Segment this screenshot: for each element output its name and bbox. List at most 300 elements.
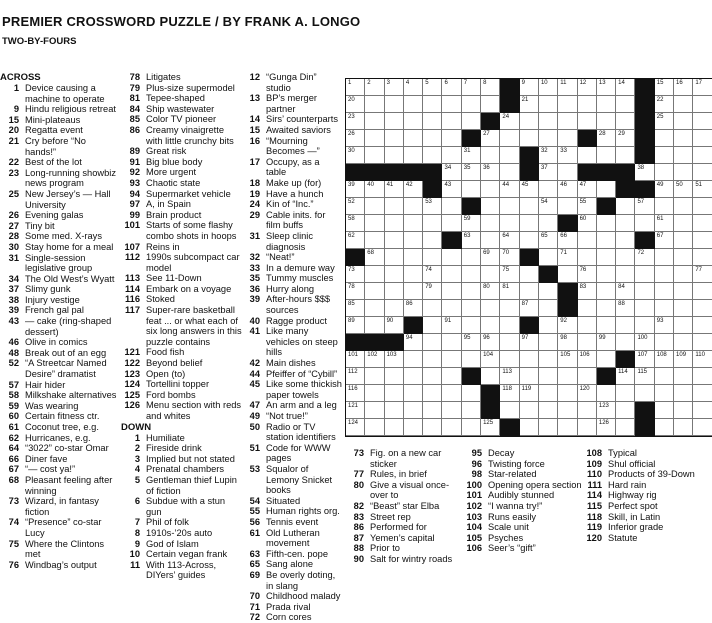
grid-cell[interactable] [655, 300, 674, 317]
grid-cell[interactable] [674, 215, 693, 232]
grid-cell[interactable] [520, 266, 539, 283]
grid-cell[interactable] [462, 147, 481, 164]
grid-cell[interactable] [674, 368, 693, 385]
grid-cell[interactable] [635, 385, 654, 402]
grid-cell[interactable] [346, 79, 365, 96]
grid-cell[interactable] [346, 300, 365, 317]
grid-cell[interactable] [404, 402, 423, 419]
grid-cell[interactable] [346, 419, 365, 436]
grid-cell[interactable] [655, 232, 674, 249]
grid-cell[interactable] [693, 402, 712, 419]
grid-cell[interactable] [520, 368, 539, 385]
grid-cell[interactable] [597, 249, 616, 266]
grid-cell[interactable] [616, 266, 635, 283]
grid-cell[interactable] [520, 300, 539, 317]
grid-cell[interactable] [500, 334, 519, 351]
grid-cell[interactable] [404, 283, 423, 300]
grid-cell[interactable] [404, 351, 423, 368]
grid-cell[interactable] [520, 198, 539, 215]
grid-cell[interactable] [346, 232, 365, 249]
grid-cell[interactable] [481, 419, 500, 436]
grid-cell[interactable] [539, 385, 558, 402]
grid-cell[interactable] [462, 181, 481, 198]
grid-cell[interactable] [578, 181, 597, 198]
grid-cell[interactable] [597, 300, 616, 317]
grid-cell[interactable] [655, 419, 674, 436]
grid-cell[interactable] [462, 385, 481, 402]
grid-cell[interactable] [539, 79, 558, 96]
grid-cell[interactable] [423, 232, 442, 249]
grid-cell[interactable] [597, 130, 616, 147]
grid-cell[interactable] [693, 300, 712, 317]
grid-cell[interactable] [442, 368, 461, 385]
grid-cell[interactable] [578, 79, 597, 96]
grid-cell[interactable] [520, 96, 539, 113]
grid-cell[interactable] [539, 368, 558, 385]
grid-cell[interactable] [385, 385, 404, 402]
grid-cell[interactable] [385, 232, 404, 249]
grid-cell[interactable] [346, 198, 365, 215]
grid-cell[interactable] [616, 113, 635, 130]
grid-cell[interactable] [462, 113, 481, 130]
grid-cell[interactable] [462, 334, 481, 351]
grid-cell[interactable] [365, 351, 384, 368]
grid-cell[interactable] [462, 402, 481, 419]
grid-cell[interactable] [481, 130, 500, 147]
grid-cell[interactable] [500, 317, 519, 334]
grid-cell[interactable] [404, 266, 423, 283]
grid-cell[interactable] [346, 283, 365, 300]
grid-cell[interactable] [597, 334, 616, 351]
grid-cell[interactable] [655, 385, 674, 402]
grid-cell[interactable] [385, 317, 404, 334]
grid-cell[interactable] [635, 164, 654, 181]
grid-cell[interactable] [693, 215, 712, 232]
grid-cell[interactable] [500, 181, 519, 198]
crossword-grid[interactable] [345, 78, 712, 437]
grid-cell[interactable] [693, 113, 712, 130]
grid-cell[interactable] [500, 385, 519, 402]
grid-cell[interactable] [635, 249, 654, 266]
grid-cell[interactable] [481, 198, 500, 215]
grid-cell[interactable] [655, 283, 674, 300]
grid-cell[interactable] [539, 113, 558, 130]
grid-cell[interactable] [346, 368, 365, 385]
grid-cell[interactable] [597, 232, 616, 249]
grid-cell[interactable] [558, 164, 577, 181]
grid-cell[interactable] [423, 300, 442, 317]
grid-cell[interactable] [597, 79, 616, 96]
grid-cell[interactable] [616, 215, 635, 232]
grid-cell[interactable] [462, 300, 481, 317]
grid-cell[interactable] [385, 351, 404, 368]
grid-cell[interactable] [404, 249, 423, 266]
grid-cell[interactable] [385, 198, 404, 215]
grid-cell[interactable] [481, 249, 500, 266]
grid-cell[interactable] [481, 215, 500, 232]
grid-cell[interactable] [558, 368, 577, 385]
grid-cell[interactable] [655, 164, 674, 181]
grid-cell[interactable] [693, 283, 712, 300]
grid-cell[interactable] [655, 198, 674, 215]
grid-cell[interactable] [597, 385, 616, 402]
grid-cell[interactable] [578, 385, 597, 402]
grid-cell[interactable] [404, 385, 423, 402]
grid-cell[interactable] [693, 385, 712, 402]
grid-cell[interactable] [539, 419, 558, 436]
grid-cell[interactable] [346, 317, 365, 334]
grid-cell[interactable] [655, 96, 674, 113]
grid-cell[interactable] [693, 419, 712, 436]
grid-cell[interactable] [423, 317, 442, 334]
grid-cell[interactable] [500, 249, 519, 266]
grid-cell[interactable] [693, 164, 712, 181]
grid-cell[interactable] [578, 283, 597, 300]
grid-cell[interactable] [616, 198, 635, 215]
grid-cell[interactable] [674, 334, 693, 351]
grid-cell[interactable] [481, 300, 500, 317]
grid-cell[interactable] [462, 351, 481, 368]
grid-cell[interactable] [674, 96, 693, 113]
grid-cell[interactable] [616, 317, 635, 334]
grid-cell[interactable] [481, 181, 500, 198]
grid-cell[interactable] [481, 164, 500, 181]
grid-cell[interactable] [500, 215, 519, 232]
grid-cell[interactable] [539, 351, 558, 368]
grid-cell[interactable] [462, 96, 481, 113]
grid-cell[interactable] [462, 266, 481, 283]
grid-cell[interactable] [635, 266, 654, 283]
grid-cell[interactable] [404, 419, 423, 436]
grid-cell[interactable] [655, 317, 674, 334]
grid-cell[interactable] [481, 79, 500, 96]
grid-cell[interactable] [404, 96, 423, 113]
grid-cell[interactable] [423, 283, 442, 300]
grid-cell[interactable] [558, 96, 577, 113]
grid-cell[interactable] [442, 385, 461, 402]
grid-cell[interactable] [404, 113, 423, 130]
grid-cell[interactable] [616, 385, 635, 402]
grid-cell[interactable] [578, 300, 597, 317]
grid-cell[interactable] [597, 215, 616, 232]
grid-cell[interactable] [558, 419, 577, 436]
grid-cell[interactable] [597, 317, 616, 334]
grid-cell[interactable] [578, 402, 597, 419]
grid-cell[interactable] [346, 130, 365, 147]
grid-cell[interactable] [365, 232, 384, 249]
grid-cell[interactable] [578, 215, 597, 232]
grid-cell[interactable] [616, 79, 635, 96]
grid-cell[interactable] [635, 334, 654, 351]
grid-cell[interactable] [655, 79, 674, 96]
grid-cell[interactable] [693, 317, 712, 334]
grid-cell[interactable] [385, 79, 404, 96]
grid-cell[interactable] [462, 79, 481, 96]
grid-cell[interactable] [558, 198, 577, 215]
grid-cell[interactable] [520, 419, 539, 436]
grid-cell[interactable] [520, 385, 539, 402]
grid-cell[interactable] [674, 300, 693, 317]
grid-cell[interactable] [616, 232, 635, 249]
grid-cell[interactable] [558, 181, 577, 198]
grid-cell[interactable] [597, 147, 616, 164]
grid-cell[interactable] [365, 249, 384, 266]
grid-cell[interactable] [500, 232, 519, 249]
grid-cell[interactable] [346, 215, 365, 232]
grid-cell[interactable] [481, 147, 500, 164]
grid-cell[interactable] [674, 266, 693, 283]
grid-cell[interactable] [500, 351, 519, 368]
grid-cell[interactable] [635, 317, 654, 334]
grid-cell[interactable] [404, 181, 423, 198]
grid-cell[interactable] [346, 266, 365, 283]
grid-cell[interactable] [442, 79, 461, 96]
grid-cell[interactable] [365, 96, 384, 113]
grid-cell[interactable] [365, 266, 384, 283]
grid-cell[interactable] [674, 130, 693, 147]
grid-cell[interactable] [520, 402, 539, 419]
grid-cell[interactable] [674, 164, 693, 181]
grid-cell[interactable] [442, 419, 461, 436]
grid-cell[interactable] [520, 113, 539, 130]
grid-cell[interactable] [500, 266, 519, 283]
grid-cell[interactable] [635, 351, 654, 368]
grid-cell[interactable] [385, 283, 404, 300]
grid-cell[interactable] [578, 249, 597, 266]
grid-cell[interactable] [346, 96, 365, 113]
grid-cell[interactable] [423, 419, 442, 436]
grid-cell[interactable] [578, 419, 597, 436]
grid-cell[interactable] [404, 130, 423, 147]
grid-cell[interactable] [500, 147, 519, 164]
grid-cell[interactable] [616, 96, 635, 113]
grid-cell[interactable] [558, 147, 577, 164]
grid-cell[interactable] [578, 368, 597, 385]
grid-cell[interactable] [616, 147, 635, 164]
grid-cell[interactable] [674, 249, 693, 266]
grid-cell[interactable] [693, 351, 712, 368]
grid-cell[interactable] [693, 368, 712, 385]
grid-cell[interactable] [539, 300, 558, 317]
grid-cell[interactable] [539, 402, 558, 419]
grid-cell[interactable] [500, 368, 519, 385]
grid-cell[interactable] [423, 130, 442, 147]
grid-cell[interactable] [539, 164, 558, 181]
grid-cell[interactable] [597, 96, 616, 113]
grid-cell[interactable] [385, 130, 404, 147]
grid-cell[interactable] [558, 351, 577, 368]
grid-cell[interactable] [674, 79, 693, 96]
grid-cell[interactable] [616, 249, 635, 266]
grid-cell[interactable] [655, 147, 674, 164]
grid-cell[interactable] [385, 419, 404, 436]
grid-cell[interactable] [442, 283, 461, 300]
grid-cell[interactable] [442, 164, 461, 181]
grid-cell[interactable] [558, 402, 577, 419]
grid-cell[interactable] [616, 300, 635, 317]
grid-cell[interactable] [558, 317, 577, 334]
grid-cell[interactable] [674, 351, 693, 368]
grid-cell[interactable] [365, 300, 384, 317]
grid-cell[interactable] [597, 419, 616, 436]
grid-cell[interactable] [674, 317, 693, 334]
grid-cell[interactable] [404, 147, 423, 164]
grid-cell[interactable] [597, 351, 616, 368]
grid-cell[interactable] [597, 283, 616, 300]
grid-cell[interactable] [674, 232, 693, 249]
grid-cell[interactable] [539, 130, 558, 147]
grid-cell[interactable] [539, 334, 558, 351]
grid-cell[interactable] [693, 96, 712, 113]
grid-cell[interactable] [635, 300, 654, 317]
grid-cell[interactable] [346, 113, 365, 130]
grid-cell[interactable] [597, 402, 616, 419]
grid-cell[interactable] [539, 181, 558, 198]
grid-cell[interactable] [635, 198, 654, 215]
grid-cell[interactable] [558, 130, 577, 147]
grid-cell[interactable] [674, 198, 693, 215]
grid-cell[interactable] [655, 249, 674, 266]
grid-cell[interactable] [693, 198, 712, 215]
grid-cell[interactable] [655, 334, 674, 351]
grid-cell[interactable] [462, 232, 481, 249]
grid-cell[interactable] [500, 164, 519, 181]
grid-cell[interactable] [365, 368, 384, 385]
grid-cell[interactable] [481, 368, 500, 385]
grid-cell[interactable] [520, 181, 539, 198]
grid-cell[interactable] [655, 215, 674, 232]
grid-cell[interactable] [578, 147, 597, 164]
grid-cell[interactable] [578, 317, 597, 334]
grid-cell[interactable] [385, 147, 404, 164]
grid-cell[interactable] [520, 79, 539, 96]
grid-cell[interactable] [539, 96, 558, 113]
grid-cell[interactable] [365, 79, 384, 96]
grid-cell[interactable] [539, 215, 558, 232]
grid-cell[interactable] [520, 130, 539, 147]
grid-cell[interactable] [674, 419, 693, 436]
grid-cell[interactable] [558, 266, 577, 283]
grid-cell[interactable] [365, 147, 384, 164]
grid-cell[interactable] [655, 402, 674, 419]
grid-cell[interactable] [597, 113, 616, 130]
grid-cell[interactable] [385, 249, 404, 266]
grid-cell[interactable] [385, 368, 404, 385]
grid-cell[interactable] [385, 266, 404, 283]
grid-cell[interactable] [423, 351, 442, 368]
grid-cell[interactable] [423, 266, 442, 283]
grid-cell[interactable] [500, 198, 519, 215]
grid-cell[interactable] [423, 215, 442, 232]
grid-cell[interactable] [442, 215, 461, 232]
grid-cell[interactable] [578, 232, 597, 249]
grid-cell[interactable] [693, 232, 712, 249]
grid-cell[interactable] [365, 113, 384, 130]
grid-cell[interactable] [481, 351, 500, 368]
grid-cell[interactable] [578, 96, 597, 113]
grid-cell[interactable] [481, 317, 500, 334]
grid-cell[interactable] [423, 198, 442, 215]
grid-cell[interactable] [365, 181, 384, 198]
grid-cell[interactable] [442, 402, 461, 419]
grid-cell[interactable] [674, 283, 693, 300]
grid-cell[interactable] [693, 249, 712, 266]
grid-cell[interactable] [442, 300, 461, 317]
grid-cell[interactable] [365, 283, 384, 300]
grid-cell[interactable] [365, 385, 384, 402]
grid-cell[interactable] [442, 351, 461, 368]
grid-cell[interactable] [365, 130, 384, 147]
grid-cell[interactable] [481, 334, 500, 351]
grid-cell[interactable] [520, 215, 539, 232]
grid-cell[interactable] [423, 96, 442, 113]
grid-cell[interactable] [423, 385, 442, 402]
grid-cell[interactable] [558, 113, 577, 130]
grid-cell[interactable] [462, 317, 481, 334]
grid-cell[interactable] [404, 300, 423, 317]
grid-cell[interactable] [539, 249, 558, 266]
grid-cell[interactable] [693, 79, 712, 96]
grid-cell[interactable] [616, 402, 635, 419]
grid-cell[interactable] [674, 385, 693, 402]
grid-cell[interactable] [635, 283, 654, 300]
grid-cell[interactable] [693, 266, 712, 283]
grid-cell[interactable] [558, 249, 577, 266]
grid-cell[interactable] [500, 402, 519, 419]
grid-cell[interactable] [481, 232, 500, 249]
grid-cell[interactable] [481, 266, 500, 283]
grid-cell[interactable] [442, 147, 461, 164]
grid-cell[interactable] [404, 232, 423, 249]
grid-cell[interactable] [462, 249, 481, 266]
grid-cell[interactable] [539, 232, 558, 249]
grid-cell[interactable] [655, 266, 674, 283]
grid-cell[interactable] [365, 215, 384, 232]
grid-cell[interactable] [385, 181, 404, 198]
grid-cell[interactable] [365, 402, 384, 419]
grid-cell[interactable] [385, 113, 404, 130]
grid-cell[interactable] [635, 368, 654, 385]
grid-cell[interactable] [365, 198, 384, 215]
grid-cell[interactable] [481, 96, 500, 113]
grid-cell[interactable] [442, 249, 461, 266]
grid-cell[interactable] [500, 130, 519, 147]
grid-cell[interactable] [385, 402, 404, 419]
grid-cell[interactable] [558, 334, 577, 351]
grid-cell[interactable] [578, 113, 597, 130]
grid-cell[interactable] [442, 96, 461, 113]
grid-cell[interactable] [578, 266, 597, 283]
grid-cell[interactable] [442, 317, 461, 334]
grid-cell[interactable] [539, 147, 558, 164]
grid-cell[interactable] [423, 368, 442, 385]
grid-cell[interactable] [616, 368, 635, 385]
grid-cell[interactable] [520, 351, 539, 368]
grid-cell[interactable] [539, 317, 558, 334]
grid-cell[interactable] [655, 181, 674, 198]
grid-cell[interactable] [693, 130, 712, 147]
grid-cell[interactable] [385, 215, 404, 232]
grid-cell[interactable] [423, 249, 442, 266]
grid-cell[interactable] [597, 266, 616, 283]
grid-cell[interactable] [674, 402, 693, 419]
grid-cell[interactable] [520, 283, 539, 300]
grid-cell[interactable] [423, 147, 442, 164]
grid-cell[interactable] [674, 147, 693, 164]
grid-cell[interactable] [578, 334, 597, 351]
grid-cell[interactable] [655, 351, 674, 368]
grid-cell[interactable] [346, 402, 365, 419]
